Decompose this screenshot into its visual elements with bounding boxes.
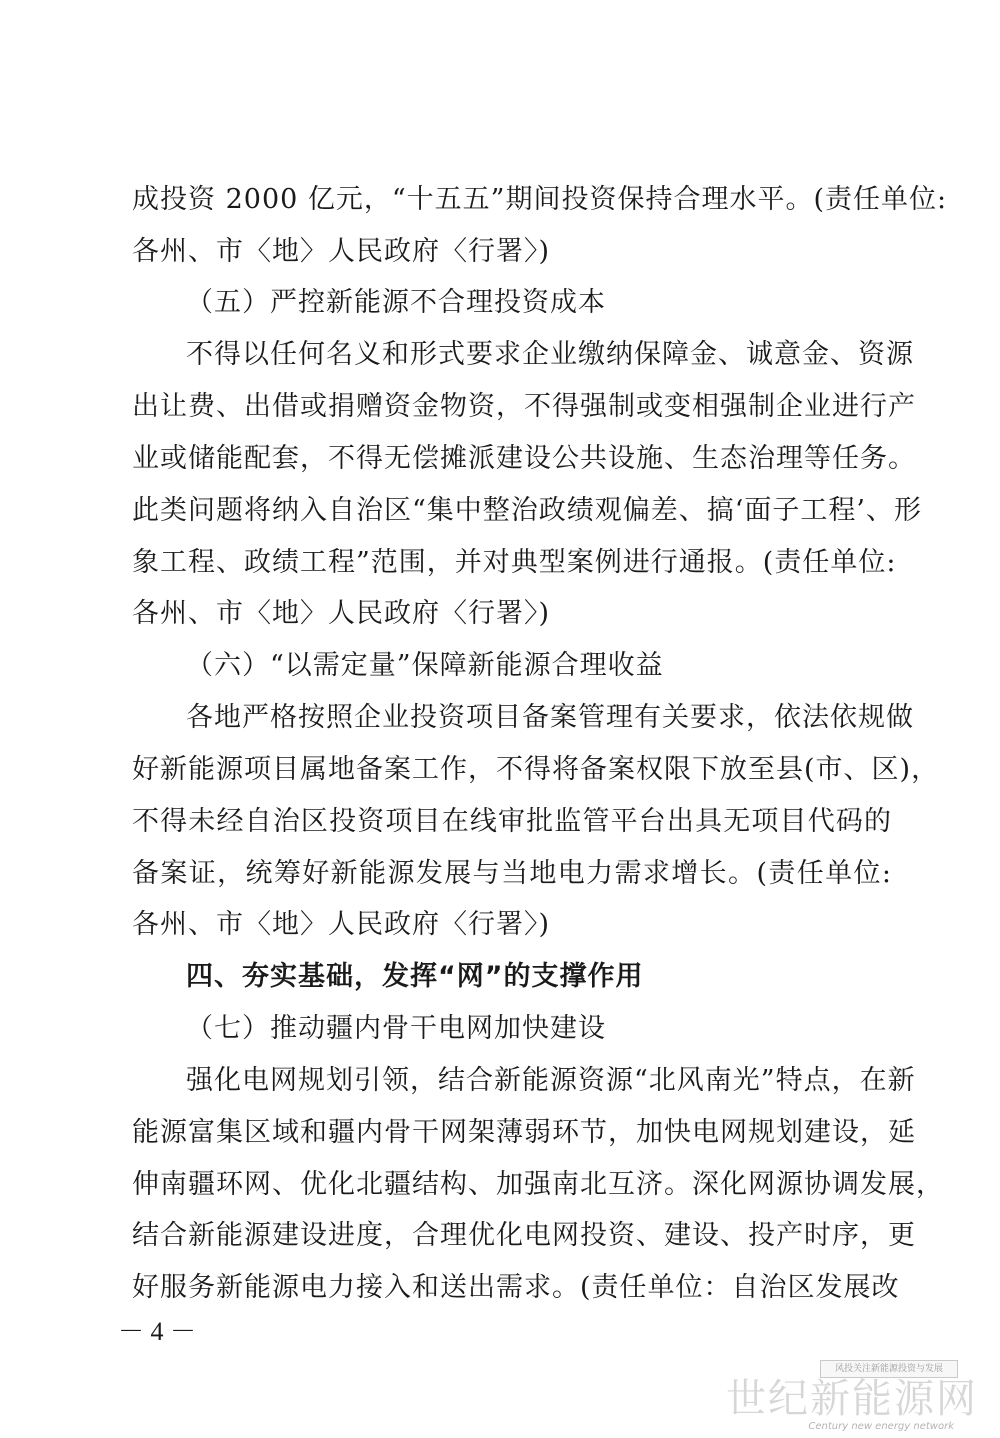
section-heading-7: （七）推动疆内骨干电网加快建设 xyxy=(186,1013,606,1044)
body-line-16: 伸南疆环网、优化北疆结构、加强南北互济。深化网源协调发展， xyxy=(132,1169,944,1200)
body-line-10: 好新能源项目属地备案工作，不得将备案权限下放至县(市、区)， xyxy=(132,754,940,785)
body-line-5: 业或储能配套，不得无偿摊派建设公共设施、生态治理等任务。 xyxy=(132,443,916,474)
chapter-heading-4: 四、夯实基础，发挥“网”的支撑作用 xyxy=(186,961,644,992)
body-line-13: 各州、市〈地〉人民政府〈行署〉) xyxy=(132,909,551,940)
page-number: － 4 － xyxy=(118,1317,197,1346)
body-line-2: 各州、市〈地〉人民政府〈行署〉) xyxy=(132,236,551,267)
section-heading-5: （五）严控新能源不合理投资成本 xyxy=(186,287,606,318)
body-line-14: 强化电网规划引领，结合新能源资源“北风南光”特点，在新 xyxy=(186,1065,916,1096)
watermark-tag: 风投关注新能源投资与发展 xyxy=(820,1360,958,1378)
body-line-3: 不得以任何名义和形式要求企业缴纳保障金、诚意金、资源 xyxy=(186,339,914,370)
body-line-8: 各州、市〈地〉人民政府〈行署〉) xyxy=(132,598,551,629)
watermark-subtitle: Century new energy network xyxy=(808,1421,954,1432)
body-line-9: 各地严格按照企业投资项目备案管理有关要求，依法依规做 xyxy=(186,702,914,733)
watermark-brand: 世纪新能源网 xyxy=(726,1376,978,1422)
body-line-1: 成投资 2000 亿元，“十五五”期间投资保持合理水平。(责任单位: xyxy=(132,184,948,215)
body-line-7: 象工程、政绩工程”范围，并对典型案例进行通报。(责任单位: xyxy=(132,547,897,578)
body-line-4: 出让费、出借或捐赠资金物资，不得强制或变相强制企业进行产 xyxy=(132,391,916,422)
section-heading-6: （六）“以需定量”保障新能源合理收益 xyxy=(186,650,664,681)
body-line-12: 备案证，统筹好新能源发展与当地电力需求增长。(责任单位: xyxy=(132,858,892,889)
body-line-17: 结合新能源建设进度，合理优化电网投资、建设、投产时序，更 xyxy=(132,1220,916,1251)
body-line-11: 不得未经自治区投资项目在线审批监管平台出具无项目代码的 xyxy=(132,806,892,837)
body-line-6: 此类问题将纳入自治区“集中整治政绩观偏差、搞‘面子工程’、形 xyxy=(132,495,922,526)
body-line-18: 好服务新能源电力接入和送出需求。(责任单位：自治区发展改 xyxy=(132,1272,900,1303)
body-line-15: 能源富集区域和疆内骨干网架薄弱环节，加快电网规划建设，延 xyxy=(132,1117,916,1148)
